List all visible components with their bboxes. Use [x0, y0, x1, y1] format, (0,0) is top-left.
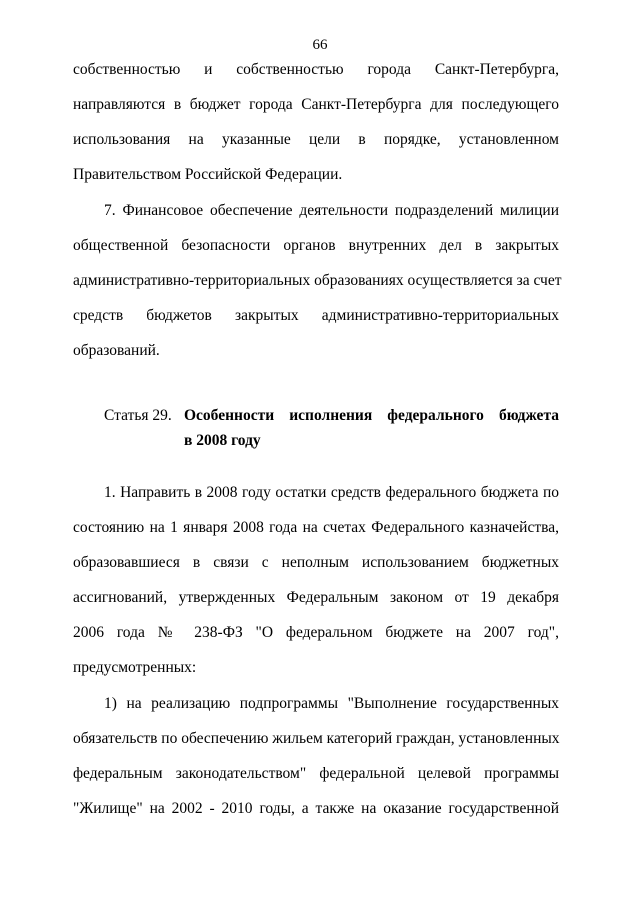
- text-line: 1. Направить в 2008 году остатки средств федерального бюджета по: [104, 484, 559, 501]
- text-line: 1) на реализацию подпрограммы "Выполнение государственных: [104, 695, 559, 712]
- text-line: 7. Финансовое обеспечение деятельности подразделений милиции: [104, 202, 559, 219]
- text-line: образований.: [73, 342, 160, 359]
- article-number: Статья 29.: [104, 407, 172, 424]
- text-line: направляются в бюджет города Санкт-Петербурга для последующего: [73, 96, 559, 113]
- text-line: ассигнований, утвержденных Федеральным законом от 19 декабря: [73, 589, 559, 606]
- text-line: обязательств по обеспечению жильем категорий граждан, установленных: [73, 730, 560, 747]
- text-line: собственностью и собственностью города Санкт-Петербурга,: [73, 61, 559, 78]
- article-title-line: в 2008 году: [184, 432, 261, 449]
- text-line: средств бюджетов закрытых административно-территориальных: [73, 307, 559, 324]
- text-line: Правительством Российской Федерации.: [73, 166, 343, 183]
- text-line: образовавшиеся в связи с неполным использованием бюджетных: [73, 554, 559, 571]
- page-number: 66: [312, 37, 328, 53]
- text-line: состоянию на 1 января 2008 года на счетах Федерального казначейства,: [73, 519, 559, 536]
- text-line: предусмотренных:: [73, 659, 197, 676]
- text-line: 2006 года № 238-ФЗ "О федеральном бюджете на 2007 год",: [73, 624, 559, 641]
- text-line: административно-территориальных образованиях осуществляется за счет: [73, 272, 562, 289]
- text-line: использования на указанные цели в порядке, установленном: [73, 131, 559, 148]
- article-title-line: Особенности исполнения федерального бюджета: [184, 407, 559, 424]
- text-line: федеральным законодательством" федеральной целевой программы: [73, 765, 559, 782]
- text-line: общественной безопасности органов внутренних дел в закрытых: [73, 237, 559, 254]
- text-line: "Жилище" на 2002 - 2010 годы, а также на оказание государственной: [73, 800, 559, 817]
